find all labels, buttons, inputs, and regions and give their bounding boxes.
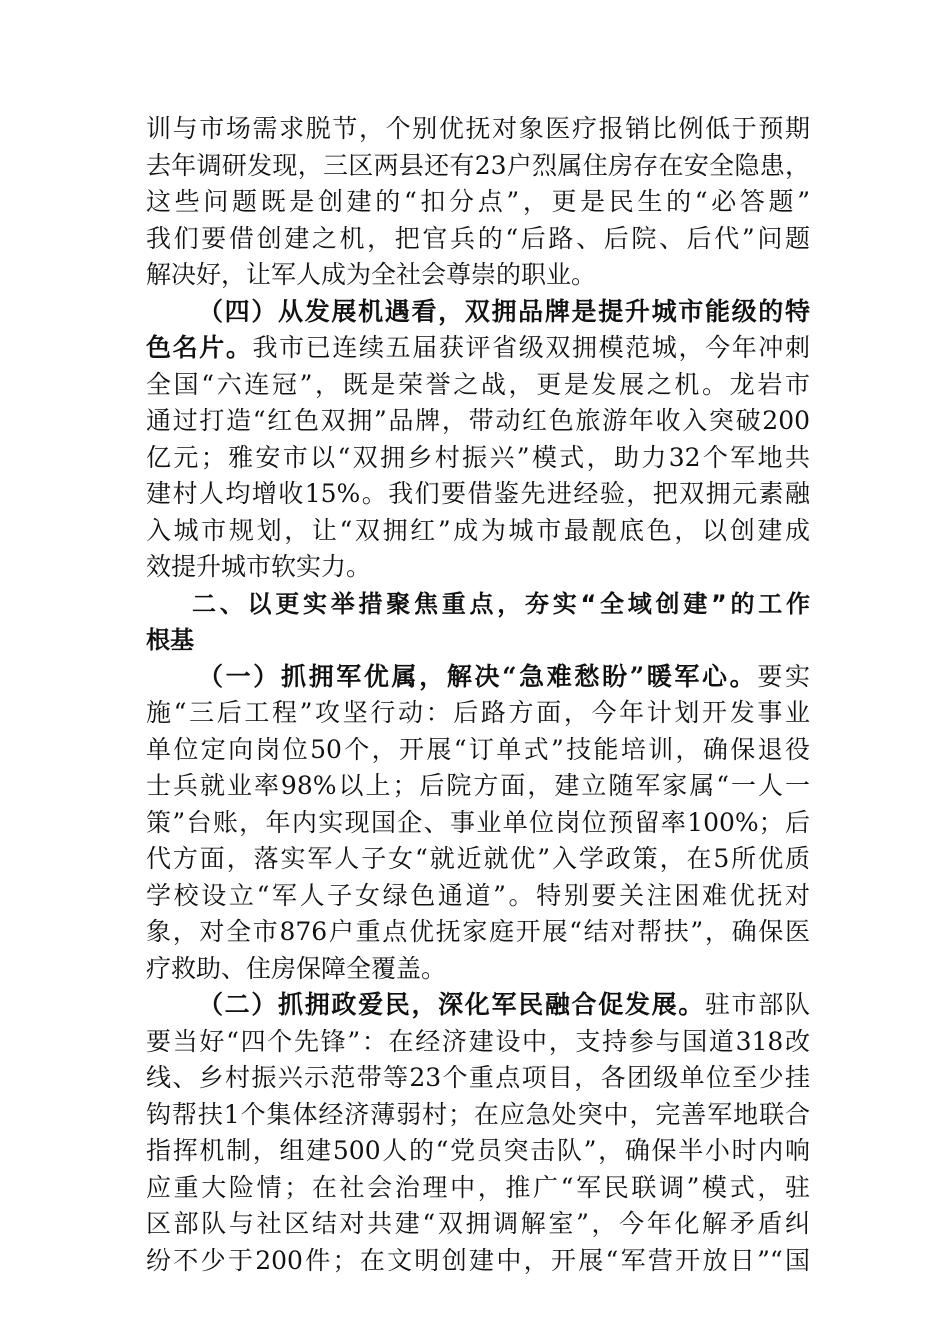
- text-line: 全国“六连冠”，既是荣誉之战，更是发展之机。龙岩市: [146, 369, 810, 399]
- text-line: 单位定向岗位50个，开展“订单式”技能培训，确保退役: [146, 734, 810, 764]
- section-4-lead: （四）从发展机遇看，双拥品牌是提升城市能级的特: [198, 296, 810, 326]
- text-line: 指挥机制，组建500人的“党员突击队”，确保半小时内响: [146, 1136, 810, 1165]
- text-line: 我们要借创建之机，把官兵的“后路、后院、后代”问题: [146, 223, 810, 253]
- text-line: [146, 659, 810, 696]
- subsection-2-first-rest: 驻市部队: [704, 990, 810, 1019]
- section-4-lead-line: [146, 294, 810, 331]
- subsection-1-lead: （一）抓拥军优属，解决“急难愁盼”暖军心。: [198, 661, 758, 691]
- text-line: 入城市规划，让“双拥红”成为城市最靓底色，以创建成: [146, 515, 810, 545]
- text-line: 代方面，落实军人子女“就近就优”入学政策，在5所优质: [146, 844, 810, 873]
- text-line: 要当好“四个先锋”：在经济建设中，支持参与国道318改: [146, 1026, 810, 1056]
- text-line: 训与市场需求脱节，个别优抚对象医疗报销比例低于预期: [146, 114, 810, 143]
- section-heading: 二、以更实举措聚焦重点，夯实“全域创建”的工作: [192, 589, 810, 618]
- text-line: 学校设立“军人子女绿色通道”。特别要关注困难优抚对: [146, 880, 810, 910]
- subsection-2-lead: （二）抓拥政爱民，深化军民融合促发展。: [198, 990, 705, 1019]
- text-line: 钩帮扶1个集体经济薄弱村；在应急处突中，完善军地联合: [146, 1099, 810, 1129]
- section-4-first-rest: 我市已连续五届获评省级双拥模范城，今年冲刺: [252, 333, 810, 362]
- document-body: [146, 111, 810, 1279]
- text-line: 士兵就业率98%以上；后院方面，建立随军家属“一人一: [146, 771, 810, 800]
- text-line: 去年调研发现，三区两县还有23户烈属住房存在安全隐患，: [146, 150, 810, 180]
- text-line: [146, 330, 810, 367]
- text-line: 线、乡村振兴示范带等23个重点项目，各团级单位至少挂: [146, 1063, 810, 1092]
- text-line: 效提升城市软实力。: [146, 552, 372, 581]
- section-4-lead-cont: 色名片。: [146, 333, 253, 362]
- text-line: 疗救助、住房保障全覆盖。: [146, 953, 447, 983]
- text-line: 亿元；雅安市以“双拥乡村振兴”模式，助力32个军地共: [146, 442, 810, 472]
- text-line: 纷不少于200件；在文明创建中，开展“军营开放日”“国: [146, 1245, 810, 1275]
- text-line: 解决好，让军人成为全社会尊崇的职业。: [146, 260, 597, 289]
- text-line: 建村人均增收15%。我们要借鉴先进经验，把双拥元素融: [146, 479, 810, 508]
- text-line: 区部队与社区结对共建“双拥调解室”，今年化解矛盾纠: [146, 1209, 810, 1238]
- text-line: 施“三后工程”攻坚行动：后路方面，今年计划开发事业: [146, 698, 810, 727]
- text-line: 象，对全市876户重点优抚家庭开展“结对帮扶”，确保医: [146, 917, 810, 946]
- text-line: 通过打造“红色双拥”品牌，带动红色旅游年收入突破200: [146, 406, 810, 435]
- subsection-1-first-rest: 要实: [757, 661, 810, 691]
- text-line: [146, 987, 810, 1024]
- text-line: 策”台账，年内实现国企、事业单位岗位预留率100%；后: [146, 807, 810, 837]
- text-line: 这些问题既是创建的“扣分点”，更是民生的“必答题”: [146, 187, 810, 216]
- text-line: 应重大险情；在社会治理中，推广“军民联调”模式，驻: [146, 1172, 810, 1202]
- section-heading-cont: 根基: [146, 626, 194, 654]
